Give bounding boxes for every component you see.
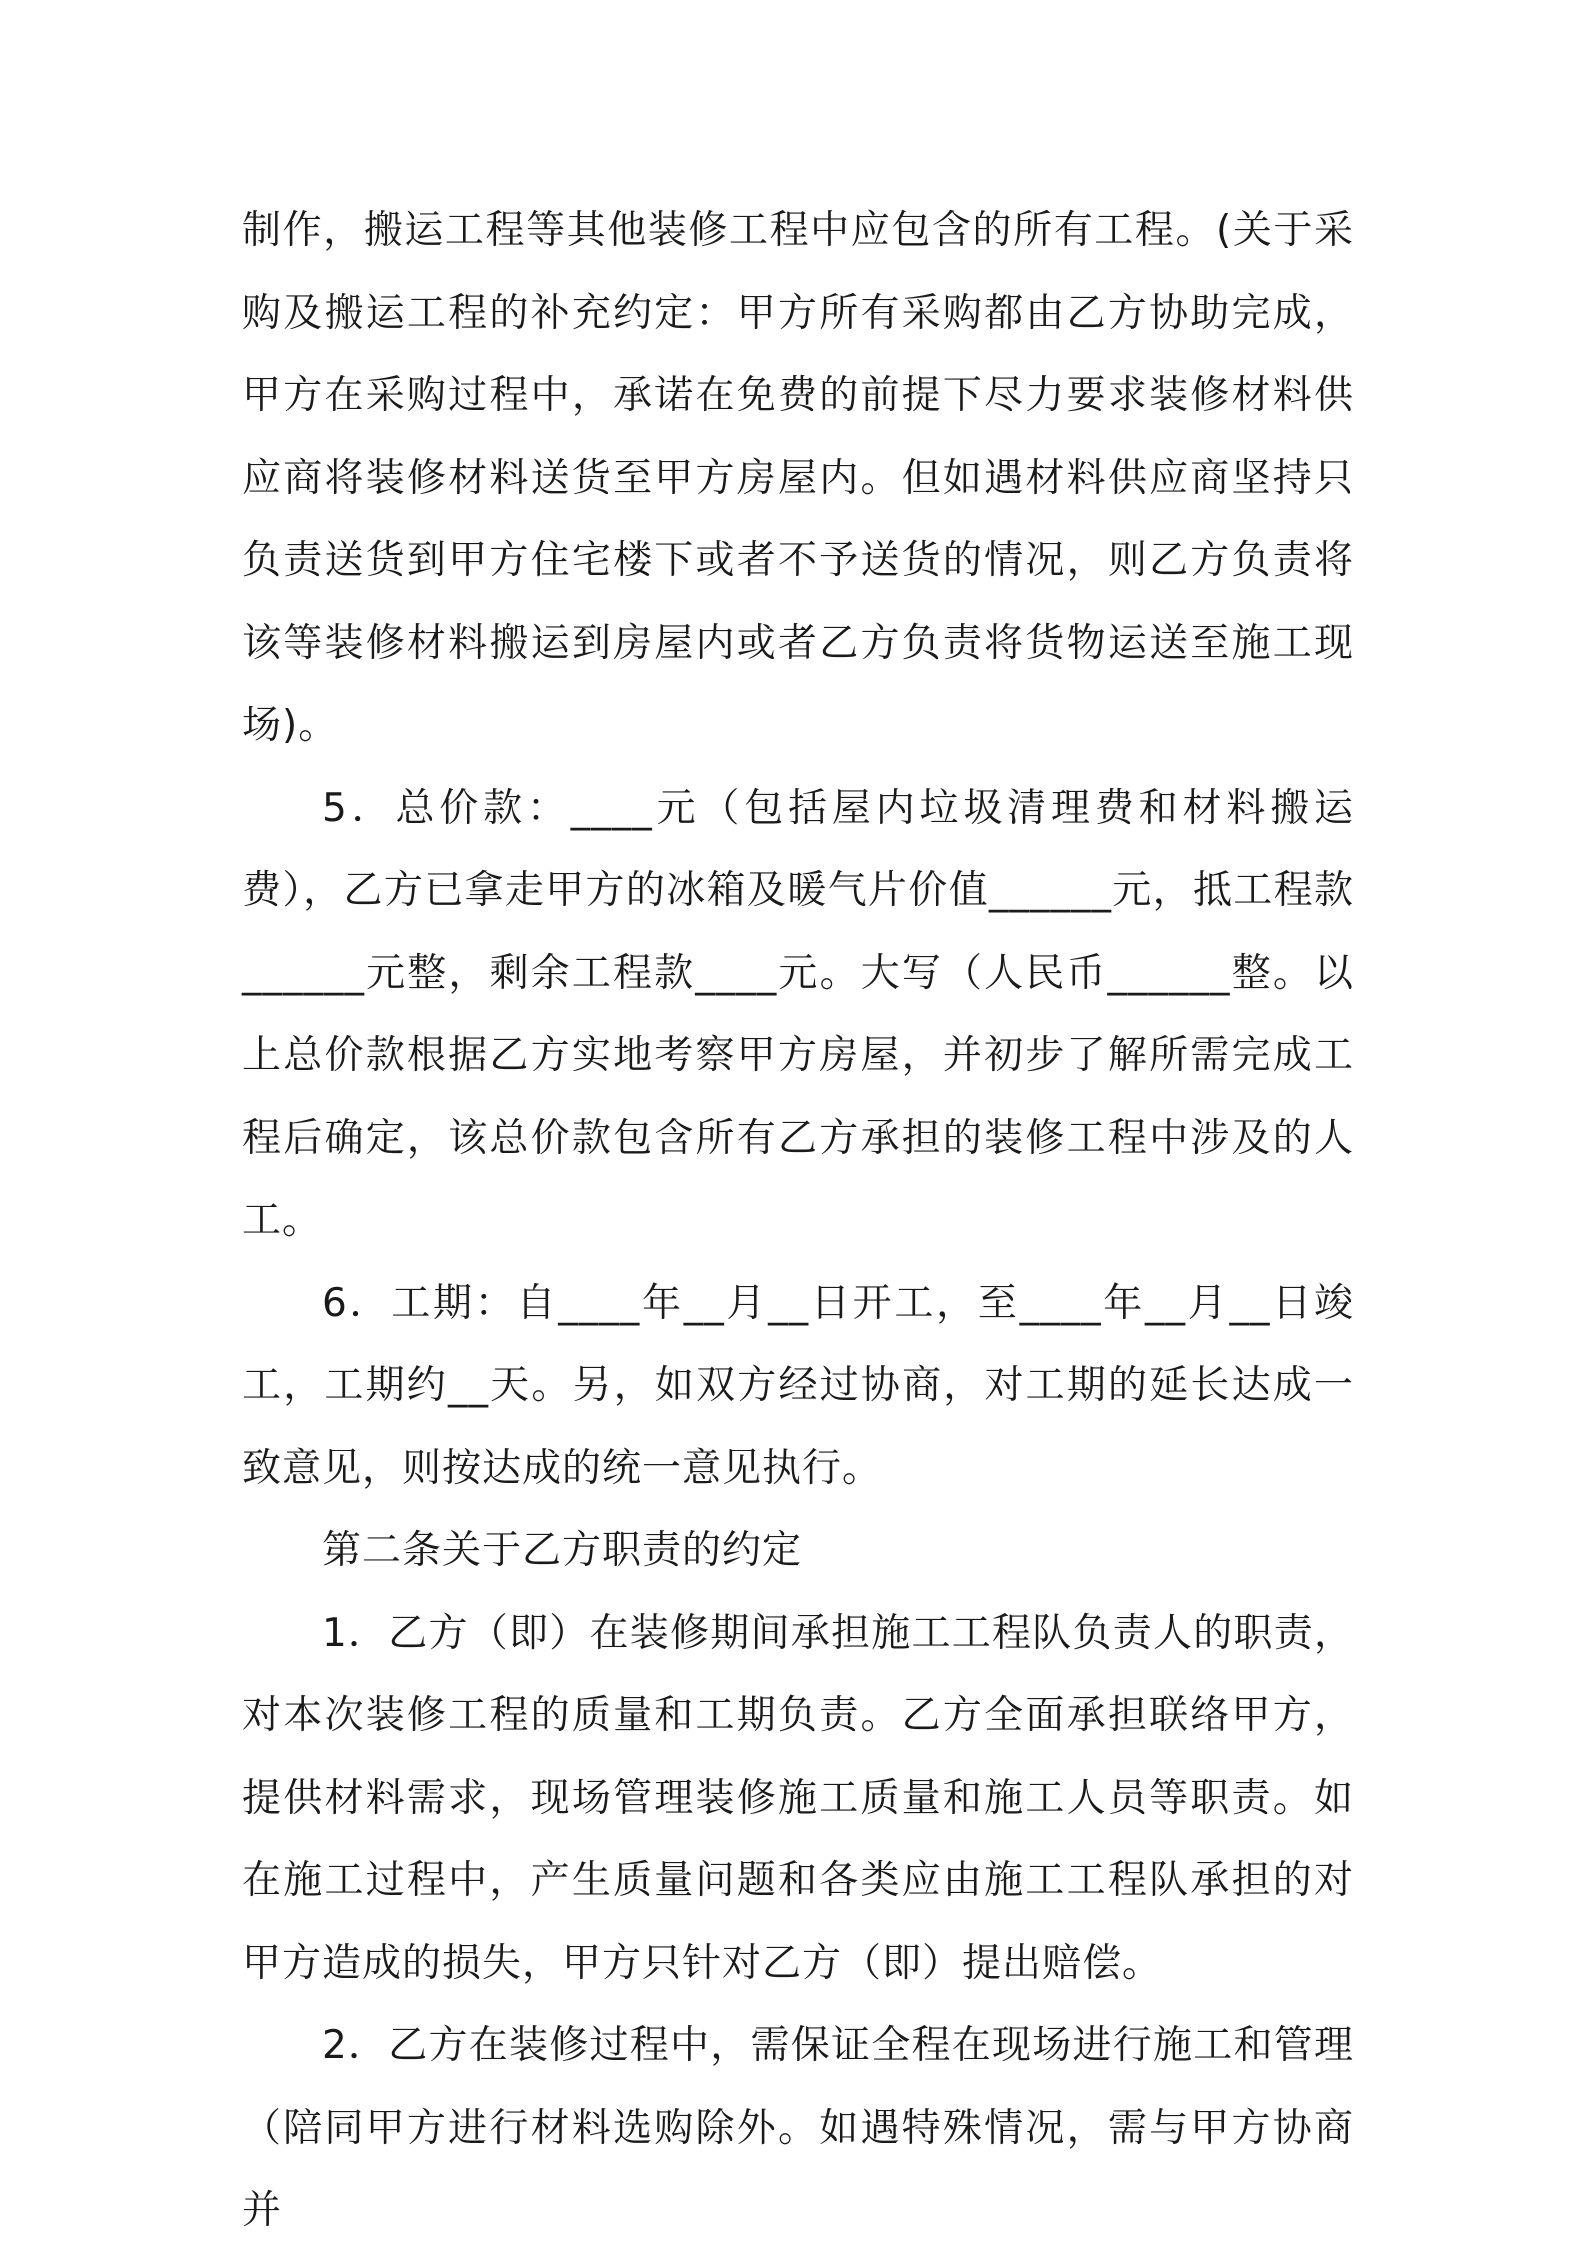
paragraph-onsite-management: 2．乙方在装修过程中，需保证全程在现场进行施工和管理（陪同甲方进行材料选购除外。如遇特殊情况，需与甲方协商并 [242,2023,1354,2233]
paragraph-party-b-responsibility: 1．乙方（即）在装修期间承担施工工程队负责人的职责，对本次装修工程的质量和工期负责。乙方全面承担联络甲方，提供材料需求，现场管理装修施工质量和施工人员等职责。如在施工过程中，产生质量问题和各类应由施工工程队承担的对甲方造成的损失，甲方只针对乙方（即）提出赔偿。 [242,1610,1354,1986]
section-heading-party-b-duties: 第二条关于乙方职责的约定 [322,1528,803,1573]
paragraph-total-price: 5．总价款：____元（包括屋内垃圾清理费和材料搬运费），乙方已拿走甲方的冰箱及暖气片价值______元，抵工程款______元整，剩余工程款____元。大写（人民币______整。以上总价款根据乙方实地考察甲方房屋，并初步了解所需完成工程后确定，该总价款包含所有乙方承担的装修工程中涉及的人工。 [242,785,1354,1243]
paragraph-procurement-continued: 制作，搬运工程等其他装修工程中应包含的所有工程。(关于采购及搬运工程的补充约定：甲方所有采购都由乙方协助完成，甲方在采购过程中，承诺在免费的前提下尽力要求装修材料供应商将装修材料送货至甲方房屋内。但如遇材料供应商坚持只负责送货到甲方住宅楼下或者不予送货的情况，则乙方负责将该等装修材料搬运到房屋内或者乙方负责将货物运送至施工现场)。 [242,208,1354,748]
paragraph-construction-period: 6．工期：自____年__月__日开工，至____年__月__日竣工，工期约__天。另，如双方经过协商，对工期的延长达成一致意见，则按达成的统一意见执行。 [242,1280,1354,1491]
document-body [242,190,1354,2253]
